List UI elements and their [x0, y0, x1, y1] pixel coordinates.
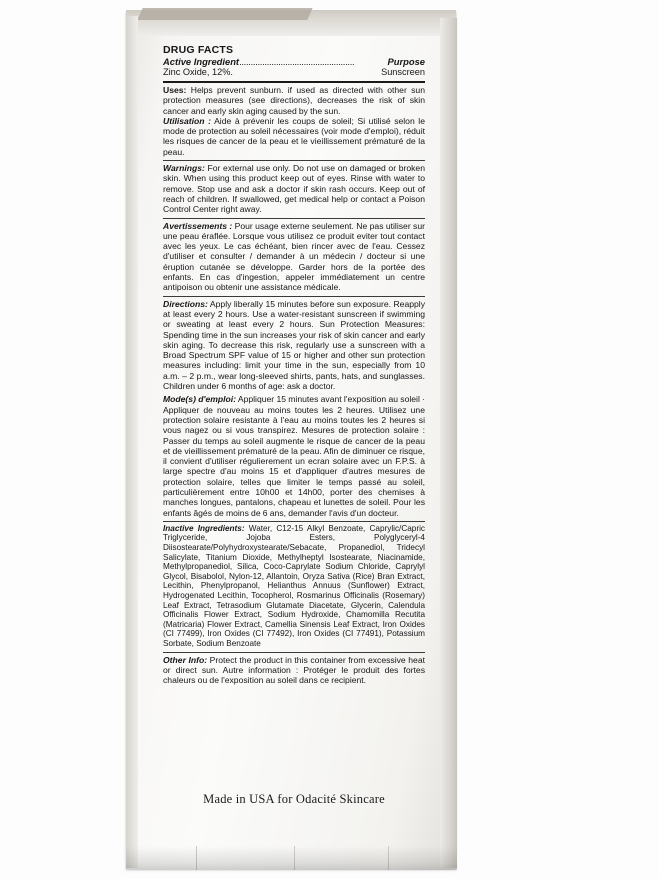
section-warnings-text: For external use only. Do not use on damaged or broken skin. When using this product keep out of eyes. Rinse with water to remove. Stop use and ask a doctor if skin rash occurs. Keep out of reach of children. If swallowed, get medical help or contact a Poison Control Center right away. [163, 163, 425, 215]
section-other-info-lead: Other Info: [163, 654, 208, 665]
made-in-footer: Made in USA for Odacité Skincare [203, 792, 385, 806]
section-other-info-text: Protect the product in this container from excessive heat or direct sun. Autre information : Protéger le produit des fortes chaleurs ou de l'exposition au soleil dans ce recipient. [163, 654, 425, 686]
leader-dots: .................................................. [239, 56, 355, 67]
section-avertissements [163, 221, 425, 293]
section-utilisation-lead: Utilisation : [163, 115, 211, 126]
carton-left-edge [126, 16, 138, 868]
divider-5 [163, 521, 425, 522]
section-inactive-ingredients [163, 524, 425, 649]
active-ingredient-value-row [163, 67, 425, 78]
purpose-value: Sunscreen [381, 67, 425, 77]
divider-6 [163, 652, 425, 653]
section-mode-emploi-text: Appliquer 15 minutes avant l'exposition au soleil · Appliquer de nouveau au moins toutes les 2 heures. Utilisez une protection solaire resistante à l'eau au moins toutes les 2 heures si vous nagez ou si vous transpirez. Mesures de protection solaire : Passer du temps au soleil augmente le risque de cancer de la peau et de vieillissement prématuré de la peau. Afin de diminuer ce risque, il convient d'utiliser régulierement un ecran solaire avec un F.P.S. à large spectre d'au moins 15 et d'appliquer d'autres mesures de protection solaire, telles que limiter le temps passé au soleil, particulièrement entre 10h00 et 14h00, porter des chemises à manches longues, pantalons, chapeau et lunettes de soleil. Pour les enfants âgés de moins de 6 ans, demander l'avis d'un docteur. [163, 394, 425, 518]
section-avertissements-lead: Avertissements : [163, 220, 233, 231]
drug-facts-heading: DRUG FACTS [163, 44, 234, 56]
section-directions [163, 299, 425, 392]
section-uses-lead: Uses: [163, 85, 187, 95]
section-mode-emploi [163, 394, 425, 518]
carton-bottom-shadow [126, 846, 457, 870]
active-ingredient-row [163, 56, 425, 67]
section-warnings-lead: Warnings: [163, 163, 205, 174]
carton-top-lip [137, 8, 312, 20]
section-directions-lead: Directions: [163, 298, 208, 309]
divider-4 [163, 296, 425, 297]
section-inactive-text: Water, C12-15 Alkyl Benzoate, Caprylic/Capric Triglyceride, Jojoba Esters, Polyglyceryl-4 Diisostearate/Polyhydroxystearate/Sebacate, Propanediol, Tridecyl Salicylate, Titanium Dioxide, Methylheptyl Isostearate, Niacinamide, Methylpropanediol, Silica, Coco-Caprylate Sodium Chloride, Caprylyl Glycol, Bisabolol, Nylon-12, Allantoin, Oryza Sativa (Rice) Bran Extract, Lecithin, Phenylpropanol, Helianthus Annuus (Sunflower) Extract, Hydrogenated Lecithin, Tocopherol, Rosmarinus Officinalis (Rosemary) Leaf Extract, Tetrasodium Glutamate Diacetate, Glycerin, Calendula Officinalis Flower Extract, Sodium Hydroxide, Chamomilla Recutita (Matricaria) Flower Extract, Camellia Sinensis Leaf Extract, Iron Oxides (CI 77499), Iron Oxides (CI 77492), Iron Oxides (CI 77491), Potassium Sorbate, Sodium Benzoate [163, 523, 425, 648]
section-uses-text: Helps prevent sunburn. if used as directed with other sun protection measures (see directions), decreases the risk of skin cancer and early skin aging caused by the sun. [163, 85, 425, 116]
divider-2 [163, 160, 425, 161]
section-other-info [163, 655, 425, 686]
drug-facts-panel [163, 44, 425, 688]
active-ingredient-label: Active Ingredient [163, 56, 240, 67]
divider-3 [163, 218, 425, 219]
section-uses [163, 85, 425, 157]
purpose-label: Purpose [387, 56, 425, 67]
section-avertissements-text: Pour usage externe seulement. Ne pas utiliser sur une peau éraflée. Lorsque vous utilisez ce produit eviter tout contact avec les yeux. Le cas échéant, bien rincer avec de l'eau. Cessez d'utiliser et consulter / demander à un médecin / docteur si une éruption cutanée se développe. Garder hors de la portée des enfants. En cas d'ingestion, appeler immédiatement un centre antipoison ou obtenir une assistance médicale. [163, 220, 425, 293]
section-utilisation-text: Aide à prévenir les coups de soleil; Si utilisé selon le mode de protection au soleil nécessaires (voir mode d'emploi), réduit les risques de cancer de la peau et le vieillissement prématuré de la peau. [163, 115, 425, 157]
section-directions-text: Apply liberally 15 minutes before sun exposure. Reapply at least every 2 hours. Use a water-resistant sunscreen if swimming or sweating at least every 2 hours. Sun Protection Measures: Spending time in the sun increases your risk of skin cancer and early skin aging. To decrease this risk, regularly use a sunscreen with a Broad Spectrum SPF value of 15 or higher and other sun protection measures including: limit your time in the sun, especially from 10 a.m. – 2 p.m., wear long-sleeved shirts, pants, hats, and sunglasses. Children under 6 months of age: ask a doctor. [163, 298, 426, 392]
active-ingredient-value: Zinc Oxide, 12%. [163, 67, 233, 77]
section-mode-emploi-lead: Mode(s) d'emploi: [163, 394, 237, 405]
carton-right-edge [440, 18, 457, 868]
section-inactive-lead: Inactive Ingredients: [163, 523, 245, 533]
divider-1 [163, 81, 425, 83]
section-warnings [163, 163, 425, 214]
